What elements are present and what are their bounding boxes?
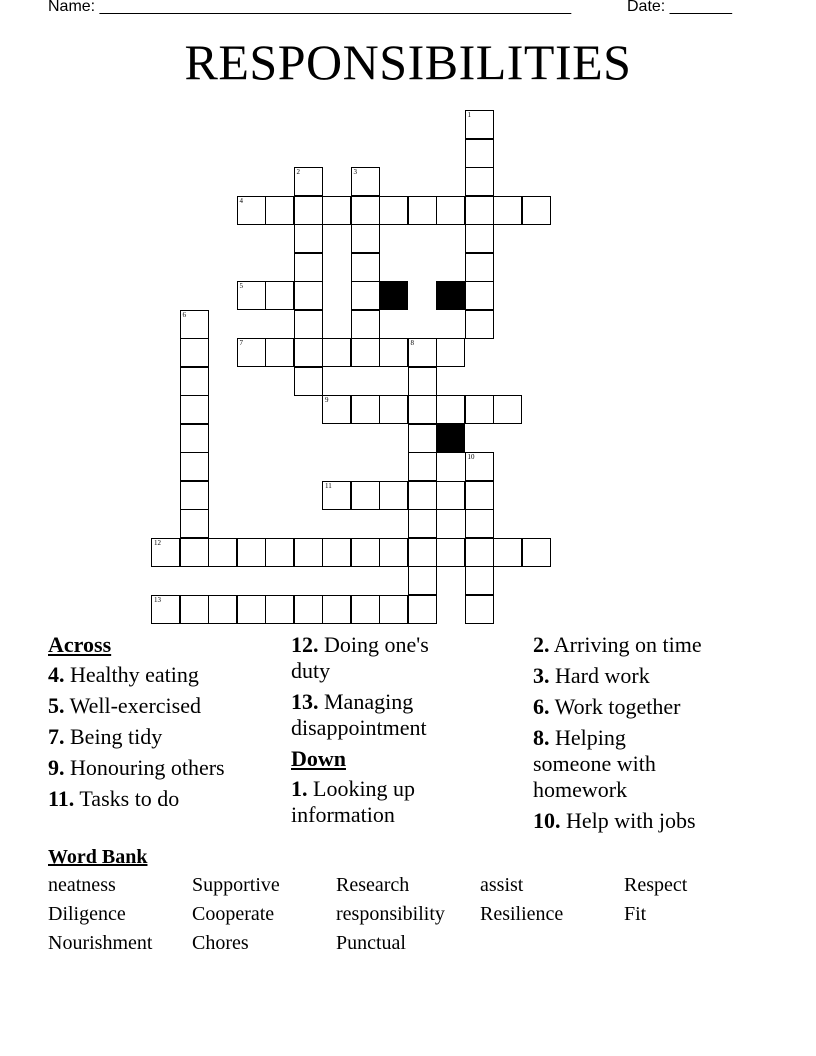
- grid-cell[interactable]: [493, 196, 522, 225]
- grid-cell[interactable]: [351, 338, 380, 367]
- grid-cell[interactable]: [237, 538, 266, 567]
- grid-cell[interactable]: [180, 595, 209, 624]
- grid-cell[interactable]: [237, 196, 266, 225]
- grid-cell[interactable]: [379, 481, 408, 510]
- word-bank-item: Respect: [624, 874, 688, 896]
- word-bank-item: Research: [336, 874, 410, 896]
- grid-cell[interactable]: [465, 481, 494, 510]
- word-bank-item: Punctual: [336, 932, 406, 954]
- grid-cell[interactable]: [237, 595, 266, 624]
- grid-block: [436, 281, 465, 310]
- grid-cell[interactable]: [408, 566, 437, 595]
- grid-cell[interactable]: [294, 310, 323, 339]
- grid-cell[interactable]: [465, 196, 494, 225]
- grid-cell[interactable]: [493, 395, 522, 424]
- grid-cell[interactable]: [379, 595, 408, 624]
- clue-across-9: 9. Honouring others: [48, 755, 225, 780]
- clue-number: 5: [239, 282, 243, 290]
- grid-block: [436, 424, 465, 453]
- grid-cell[interactable]: [408, 424, 437, 453]
- grid-cell[interactable]: [436, 538, 465, 567]
- clue-number: 3: [353, 168, 357, 176]
- grid-cell[interactable]: [351, 196, 380, 225]
- grid-cell[interactable]: [322, 196, 351, 225]
- grid-cell[interactable]: [465, 566, 494, 595]
- grid-cell[interactable]: [294, 338, 323, 367]
- grid-cell[interactable]: [351, 281, 380, 310]
- grid-cell[interactable]: [180, 452, 209, 481]
- word-bank-item: Chores: [192, 932, 249, 954]
- grid-cell[interactable]: [522, 196, 551, 225]
- grid-cell[interactable]: [408, 395, 437, 424]
- clue-down-3: 3. Hard work: [533, 663, 650, 688]
- grid-cell[interactable]: [465, 452, 494, 481]
- grid-cell[interactable]: [351, 224, 380, 253]
- grid-cell[interactable]: [265, 281, 294, 310]
- grid-cell[interactable]: [180, 395, 209, 424]
- grid-cell[interactable]: [180, 538, 209, 567]
- clue-across-11: 11. Tasks to do: [48, 786, 180, 811]
- grid-cell[interactable]: [294, 595, 323, 624]
- grid-cell[interactable]: [351, 167, 380, 196]
- grid-cell[interactable]: [465, 538, 494, 567]
- grid-cell[interactable]: [465, 310, 494, 339]
- clue-down-2: 2. Arriving on time: [533, 632, 702, 657]
- date-field-line[interactable]: Date: _______: [627, 0, 732, 15]
- clue-across-12: 12. Doing one's duty: [291, 632, 429, 683]
- grid-cell[interactable]: [322, 338, 351, 367]
- grid-cell[interactable]: [294, 281, 323, 310]
- grid-cell[interactable]: [408, 338, 437, 367]
- grid-cell[interactable]: [265, 538, 294, 567]
- grid-cell[interactable]: [237, 338, 266, 367]
- clue-column-2: [291, 632, 471, 833]
- grid-cell[interactable]: [180, 310, 209, 339]
- grid-cell[interactable]: [265, 595, 294, 624]
- grid-block: [379, 281, 408, 310]
- grid-cell[interactable]: [436, 481, 465, 510]
- clue-number: 10: [467, 453, 475, 461]
- grid-cell[interactable]: [294, 538, 323, 567]
- grid-cell[interactable]: [465, 167, 494, 196]
- grid-cell[interactable]: [265, 196, 294, 225]
- grid-cell[interactable]: [294, 253, 323, 282]
- grid-cell[interactable]: [408, 452, 437, 481]
- grid-cell[interactable]: [351, 395, 380, 424]
- grid-cell[interactable]: [465, 253, 494, 282]
- grid-cell[interactable]: [408, 196, 437, 225]
- clue-number: 6: [182, 310, 186, 319]
- grid-cell[interactable]: [180, 509, 209, 538]
- grid-cell[interactable]: [379, 196, 408, 225]
- clue-number: 7: [239, 339, 243, 347]
- grid-cell[interactable]: [180, 424, 209, 453]
- down-heading: Down: [291, 746, 347, 771]
- grid-cell[interactable]: [522, 538, 551, 567]
- clue-across-7: 7. Being tidy: [48, 724, 163, 749]
- word-bank: [48, 874, 768, 955]
- clue-across-13: 13. Managing disappointment: [291, 689, 427, 740]
- grid-cell[interactable]: [379, 338, 408, 367]
- clue-across-4: 4. Healthy eating: [48, 662, 199, 687]
- clue-across-5: 5. Well-exercised: [48, 693, 201, 718]
- word-bank-item: Nourishment: [48, 932, 153, 954]
- clue-number: 13: [154, 595, 161, 604]
- clue-down-8: 8. Helping someone with homework: [533, 725, 656, 802]
- clue-number: 1: [467, 111, 471, 119]
- grid-cell[interactable]: [180, 481, 209, 510]
- grid-cell[interactable]: [351, 595, 380, 624]
- word-bank-item: Diligence: [48, 903, 126, 925]
- grid-cell[interactable]: [294, 367, 323, 396]
- grid-cell[interactable]: [351, 310, 380, 339]
- word-bank-item: neatness: [48, 874, 116, 896]
- grid-cell[interactable]: [208, 538, 237, 567]
- across-heading: Across: [48, 632, 112, 657]
- grid-cell[interactable]: [379, 395, 408, 424]
- grid-cell[interactable]: [465, 395, 494, 424]
- clue-number: 11: [325, 481, 332, 490]
- grid-cell[interactable]: [322, 395, 351, 424]
- grid-cell[interactable]: [436, 395, 465, 424]
- grid-cell[interactable]: [322, 481, 351, 510]
- clue-down-6: 6. Work together: [533, 694, 681, 719]
- grid-cell[interactable]: [408, 481, 437, 510]
- clue-number: 9: [325, 396, 329, 404]
- grid-cell[interactable]: [237, 281, 266, 310]
- word-bank-heading: Word Bank: [48, 846, 148, 868]
- grid-cell[interactable]: [294, 224, 323, 253]
- grid-cell[interactable]: [465, 595, 494, 624]
- clue-down-1: 1. Looking up information: [291, 776, 416, 827]
- clue-number: 12: [154, 538, 161, 547]
- grid-cell[interactable]: [351, 538, 380, 567]
- clue-number: 4: [239, 196, 243, 205]
- clue-number: 8: [410, 339, 414, 347]
- page-title: RESPONSIBILITIES: [184, 34, 632, 90]
- grid-cell[interactable]: [408, 538, 437, 567]
- grid-cell[interactable]: [265, 338, 294, 367]
- grid-cell[interactable]: [465, 110, 494, 139]
- grid-cell[interactable]: [151, 595, 180, 624]
- grid-cell[interactable]: [379, 538, 408, 567]
- grid-cell[interactable]: [465, 139, 494, 168]
- grid-cell[interactable]: [408, 595, 437, 624]
- grid-cell[interactable]: [408, 509, 437, 538]
- word-bank-item: Resilience: [480, 903, 564, 925]
- grid-cell[interactable]: [436, 196, 465, 225]
- word-bank-item: responsibility: [336, 903, 445, 925]
- grid-cell[interactable]: [408, 367, 437, 396]
- word-bank-item: Fit: [624, 903, 647, 925]
- name-field-line[interactable]: Name: _____________________________________________________: [48, 0, 572, 15]
- word-bank-item: Cooperate: [192, 903, 275, 925]
- grid-cell[interactable]: [322, 595, 351, 624]
- grid-cell[interactable]: [180, 338, 209, 367]
- grid-cell[interactable]: [351, 253, 380, 282]
- word-bank-item: Supportive: [192, 874, 280, 896]
- grid-cell[interactable]: [436, 338, 465, 367]
- grid-cell[interactable]: [465, 224, 494, 253]
- grid-cell[interactable]: [294, 196, 323, 225]
- clue-number: 2: [296, 168, 300, 176]
- grid-cell[interactable]: [465, 281, 494, 310]
- grid-cell[interactable]: [322, 538, 351, 567]
- clue-column-3: [533, 632, 763, 839]
- grid-cell[interactable]: [208, 595, 237, 624]
- grid-cell[interactable]: [180, 367, 209, 396]
- grid-cell[interactable]: [493, 538, 522, 567]
- clue-column-1: [48, 632, 278, 817]
- word-bank-item: assist: [480, 874, 524, 896]
- grid-cell[interactable]: [351, 481, 380, 510]
- clue-down-10: 10. Help with jobs: [533, 808, 696, 833]
- grid-cell[interactable]: [151, 538, 180, 567]
- grid-cell[interactable]: [465, 509, 494, 538]
- grid-cell[interactable]: [294, 167, 323, 196]
